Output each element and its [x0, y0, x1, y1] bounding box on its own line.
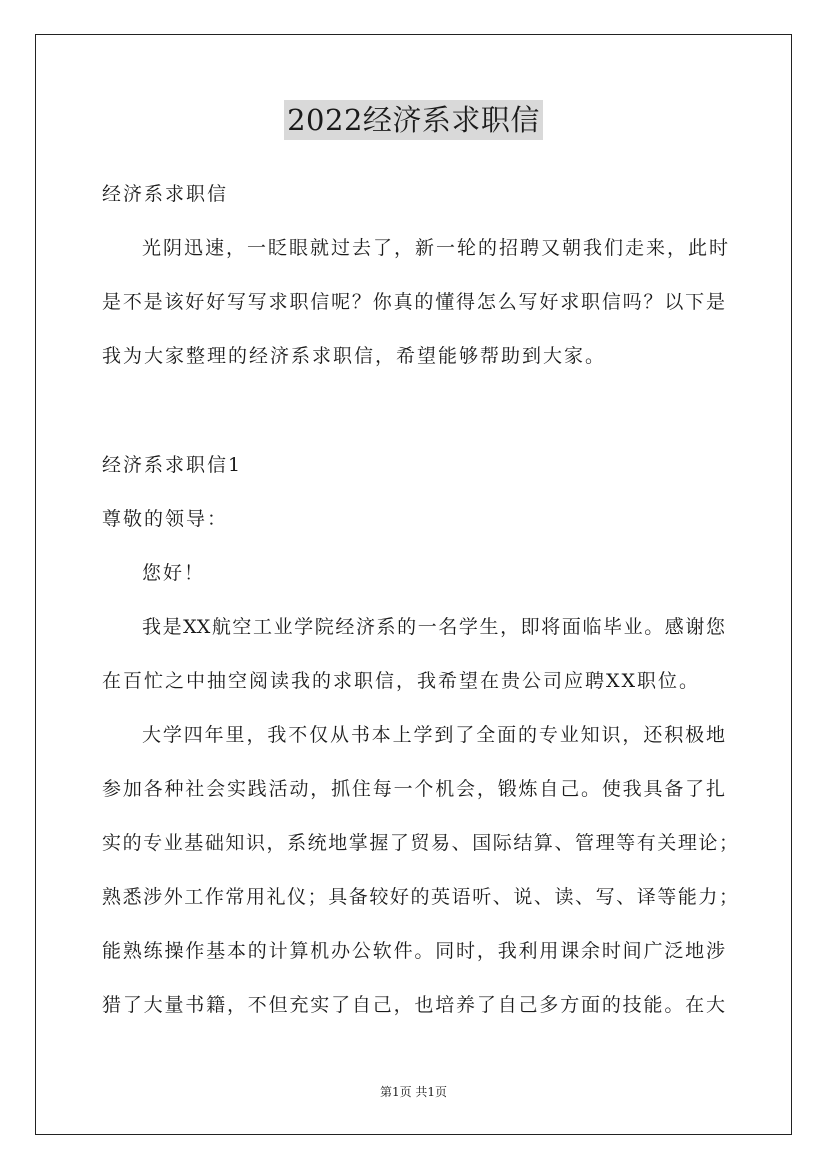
paragraph-line: 能熟练操作基本的计算机办公软件。同时，我利用课余时间广泛地涉: [102, 940, 725, 962]
salutation: 尊敬的领导：: [102, 508, 229, 530]
paragraph-line: 猎了大量书籍，不但充实了自己，也培养了自己多方面的技能。在大: [102, 994, 725, 1016]
paragraph-line: 大学四年里，我不仅从书本上学到了全面的专业知识，还积极地: [142, 724, 725, 746]
letter-heading: 经济系求职信1: [102, 454, 243, 476]
paragraph-line: 在百忙之中抽空阅读我的求职信，我希望在贵公司应聘XX职位。: [102, 670, 701, 692]
section-heading: 经济系求职信: [102, 183, 229, 205]
paragraph-line: 熟悉涉外工作常用礼仪；具备较好的英语听、说、读、写、译等能力；: [102, 886, 738, 908]
document-title: 2022经济系求职信: [284, 100, 543, 140]
paragraph-line: 是不是该好好写写求职信呢？你真的懂得怎么写好求职信吗？以下是: [102, 291, 725, 313]
paragraph-line: 光阴迅速，一眨眼就过去了，新一轮的招聘又朝我们走来，此时: [142, 237, 731, 259]
paragraph-line: 我是XX航空工业学院经济系的一名学生，即将面临毕业。感谢您: [142, 616, 725, 638]
title-container: [0, 100, 827, 140]
paragraph-line: 实的专业基础知识，系统地掌握了贸易、国际结算、管理等有关理论；: [102, 832, 738, 854]
greeting: 您好！: [142, 562, 206, 584]
paragraph-line: 我为大家整理的经济系求职信，希望能够帮助到大家。: [102, 345, 607, 367]
paragraph-line: 参加各种社会实践活动，抓住每一个机会，锻炼自己。使我具备了扎: [102, 778, 725, 800]
page-footer: 第1页 共1页: [379, 1085, 448, 1099]
